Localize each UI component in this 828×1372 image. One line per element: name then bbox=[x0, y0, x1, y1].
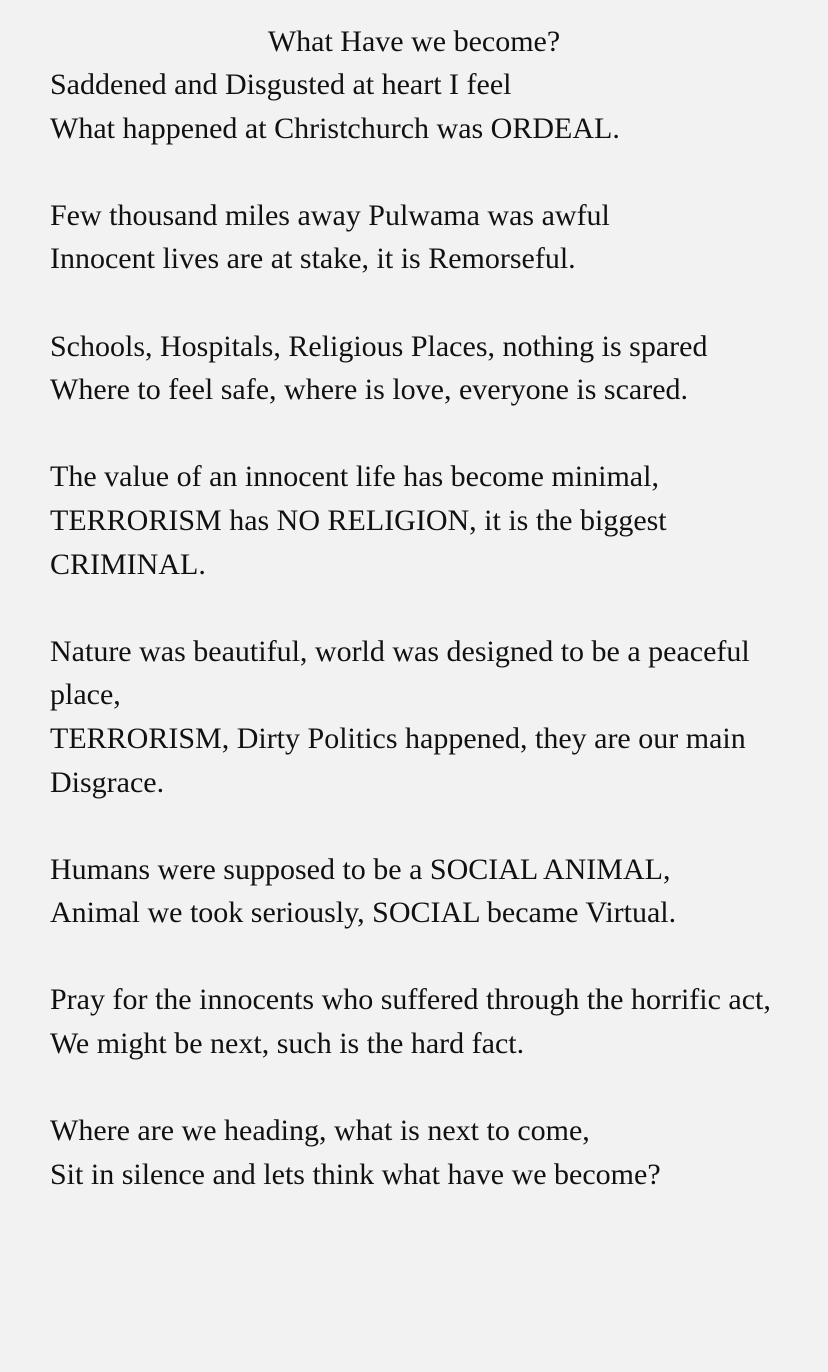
poem-line: We might be next, such is the hard fact. bbox=[50, 1027, 525, 1061]
stanza-7 bbox=[50, 978, 790, 1065]
poem-line: TERRORISM has NO RELIGION, it is the biggest CRIMINAL. bbox=[50, 503, 667, 581]
stanza-6 bbox=[50, 848, 790, 935]
poem-line: Where are we heading, what is next to come, bbox=[50, 1114, 590, 1148]
poem-title: What Have we become? bbox=[267, 25, 561, 58]
poem-line: Animal we took seriously, SOCIAL became Virtual. bbox=[50, 896, 677, 930]
stanza-4 bbox=[50, 455, 790, 586]
poem-line: Innocent lives are at stake, it is Remorseful. bbox=[50, 242, 576, 276]
poem-line: Humans were supposed to be a SOCIAL ANIMAL, bbox=[50, 852, 671, 886]
poem-line: Few thousand miles away Pulwama was awful bbox=[50, 198, 610, 232]
poem-line: Where to feel safe, where is love, everyone is scared. bbox=[50, 373, 689, 407]
poem-line: Nature was beautiful, world was designed to be a peaceful place, bbox=[50, 634, 750, 712]
poem-line: TERRORISM, Dirty Politics happened, they are our main Disgrace. bbox=[50, 721, 746, 799]
stanza-8 bbox=[50, 1109, 790, 1196]
poem-line: Sit in silence and lets think what have we become? bbox=[50, 1157, 661, 1191]
poem-line: What happened at Christchurch was ORDEAL. bbox=[50, 111, 620, 145]
poem-line: Schools, Hospitals, Religious Places, nothing is spared bbox=[50, 329, 708, 363]
poem-line: The value of an innocent life has become minimal, bbox=[50, 460, 659, 494]
stanza-2 bbox=[50, 194, 790, 281]
poem-line: Pray for the innocents who suffered through the horrific act, bbox=[50, 983, 771, 1017]
poem-body bbox=[50, 63, 790, 1196]
stanza-5 bbox=[50, 630, 790, 804]
stanza-3 bbox=[50, 325, 790, 412]
stanza-1 bbox=[50, 63, 790, 150]
poem-line: Saddened and Disgusted at heart I feel bbox=[50, 68, 512, 101]
